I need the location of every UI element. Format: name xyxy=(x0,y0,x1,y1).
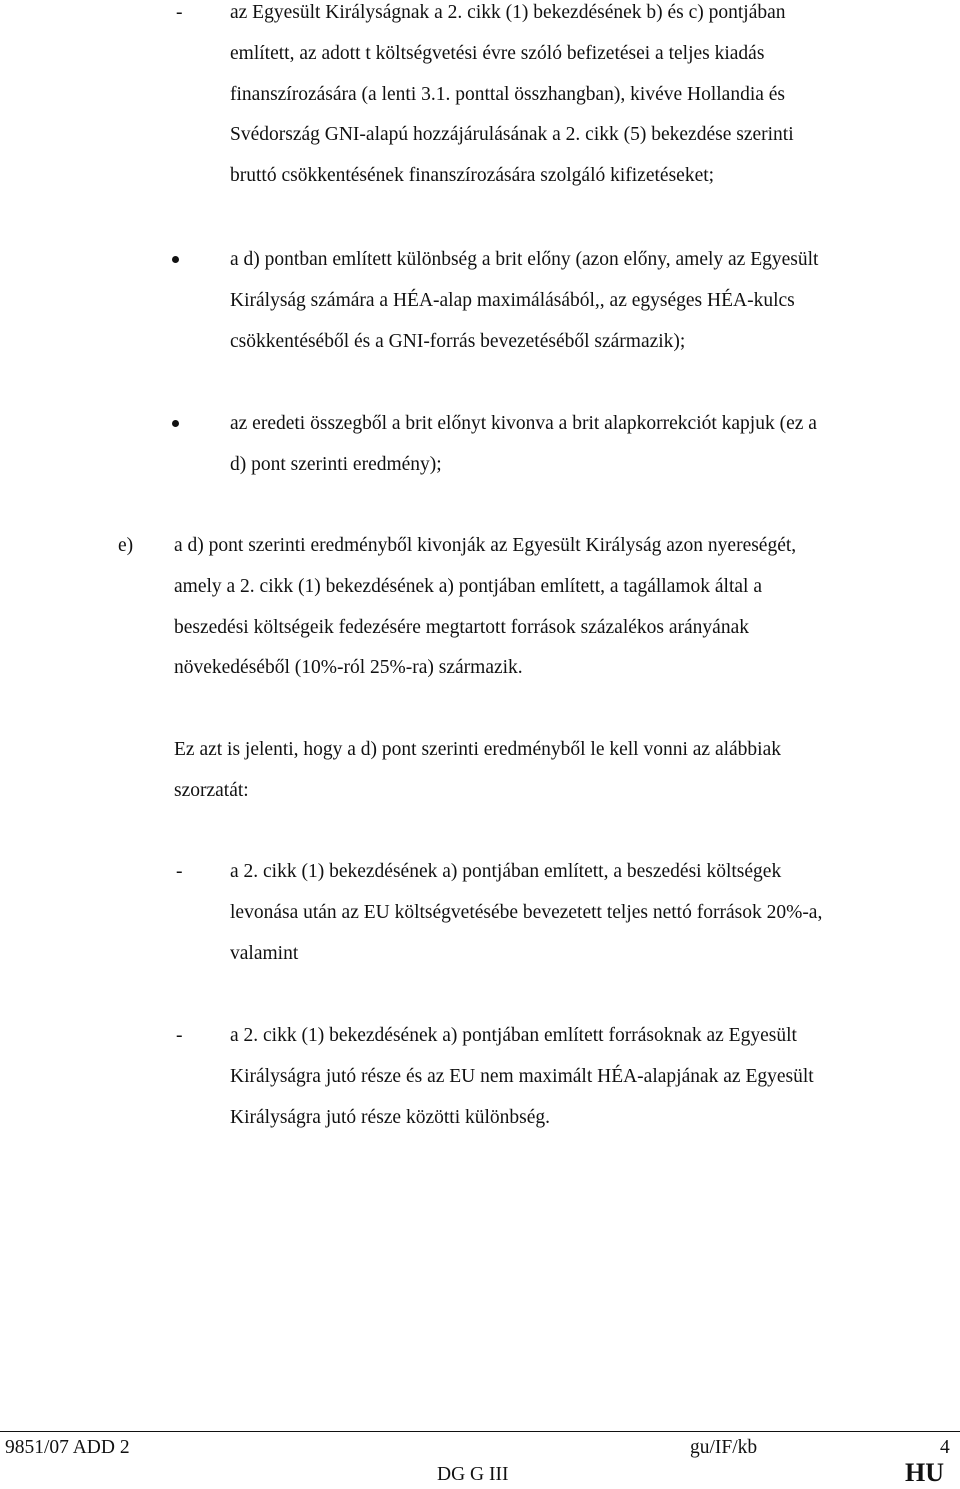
text-line: az eredeti összegből a brit előnyt kivonva a brit alapkorrekciót kapjuk (ez a xyxy=(230,413,817,434)
text-line: beszedési költségeik fedezésére megtartott források százalékos arányának xyxy=(174,616,749,638)
bullet-paragraph-brit-advantage xyxy=(230,240,818,362)
text-line: szorzatát: xyxy=(174,779,249,801)
text-line: amely a 2. cikk (1) bekezdésének a) pontjában említett, a tagállamok által a xyxy=(174,575,762,597)
text-line: a 2. cikk (1) bekezdésének a) pontjában említett, a beszedési költségek xyxy=(230,861,782,882)
text-line: Svédország GNI-alapú hozzájárulásának a 2. cikk (5) bekezdése szerinti xyxy=(230,124,794,146)
text-line: bruttó csökkentésének finanszírozására szolgáló kifizetéseket; xyxy=(230,165,715,187)
bullet-icon xyxy=(172,256,179,263)
footer-directorate: DG G III xyxy=(437,1464,509,1485)
footer-author-reference: gu/IF/kb xyxy=(690,1437,758,1458)
text-line: növekedéséből (10%-ról 25%-ra) származik. xyxy=(174,657,523,679)
footer-document-reference: 9851/07 ADD 2 xyxy=(5,1437,130,1458)
bullet-paragraph-base-correction xyxy=(230,404,817,486)
dash-marker: - xyxy=(176,1025,183,1046)
paragraph-uk-payments xyxy=(230,0,794,197)
text-line: csökkentéséből és a GNI-forrás bevezetéséből származik); xyxy=(230,330,686,352)
text-line: valamint xyxy=(230,942,299,964)
footer-divider xyxy=(0,1431,960,1432)
text-line: Királyság számára a HÉA-alap maximálásából,, az egységes HÉA-kulcs xyxy=(230,289,795,311)
text-line: d) pont szerinti eredmény); xyxy=(230,453,442,475)
text-line: a d) pont szerinti eredményből kivonják az Egyesült Királyság azon nyereségét, xyxy=(174,535,797,556)
text-line: a 2. cikk (1) bekezdésének a) pontjában említett forrásoknak az Egyesült xyxy=(230,1025,797,1046)
bullet-icon xyxy=(172,420,179,427)
text-line: a d) pontban említett különbség a brit előny (azon előny, amely az Egyesült xyxy=(230,249,819,270)
paragraph-deduction-note xyxy=(174,730,781,812)
text-line: Királyságra jutó része és az EU nem maximált HÉA-alapjának az Egyesült xyxy=(230,1065,814,1087)
paragraph-uk-share-difference xyxy=(230,1016,814,1138)
text-line: Királyságra jutó része közötti különbség. xyxy=(230,1106,551,1128)
dash-marker: - xyxy=(176,2,183,23)
text-line: finanszírozására (a lenti 3.1. ponttal összhangban), kivéve Hollandia és xyxy=(230,83,786,105)
paragraph-item-e xyxy=(174,526,796,689)
text-line: Ez azt is jelenti, hogy a d) pont szerinti eredményből le kell vonni az alábbiak xyxy=(174,739,782,760)
paragraph-net-resources xyxy=(230,852,822,974)
text-line: említett, az adott t költségvetési évre szóló befizetései a teljes kiadás xyxy=(230,42,765,64)
text-line: levonása után az EU költségvetésébe bevezetett teljes nettó források 20%-a, xyxy=(230,901,823,923)
item-e-marker: e) xyxy=(118,535,134,556)
footer-language-code: HU xyxy=(905,1458,944,1487)
dash-marker: - xyxy=(176,861,183,882)
text-line: az Egyesült Királyságnak a 2. cikk (1) bekezdésének b) és c) pontjában xyxy=(230,2,786,23)
footer-page-number: 4 xyxy=(940,1437,950,1458)
